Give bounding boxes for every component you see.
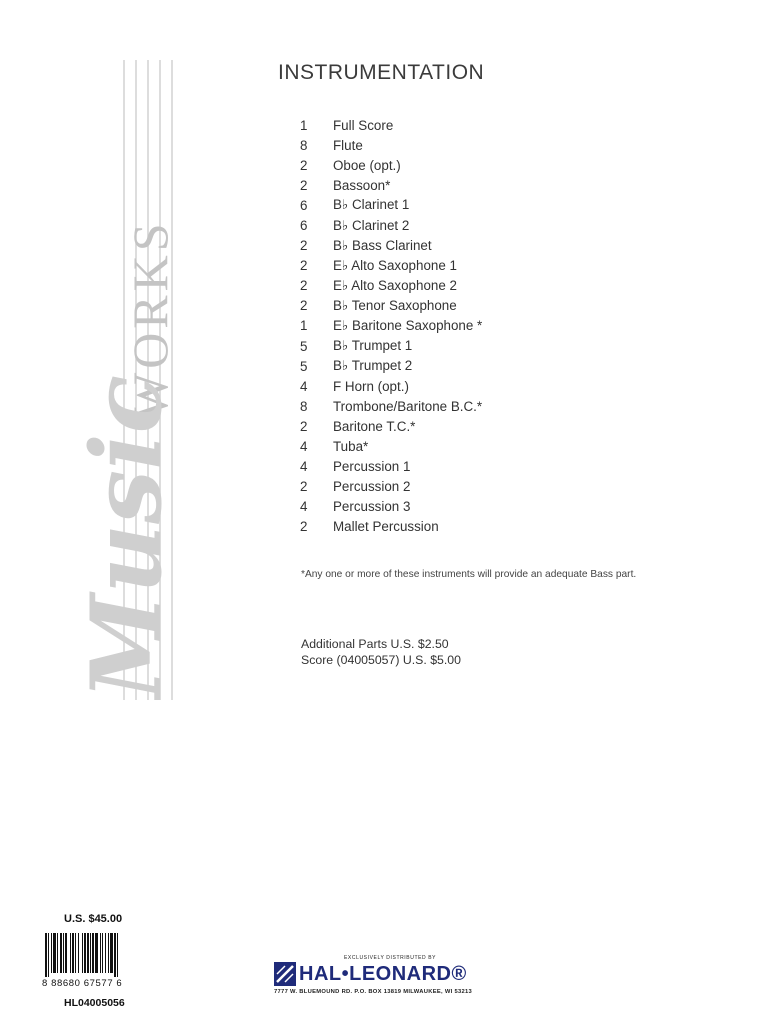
barcode-bar [114,933,116,977]
instrument-quantity: 5 [300,358,308,374]
barcode-bar [92,933,94,973]
instrument-row [300,497,660,517]
barcode-bar [65,933,67,973]
instrument-row [300,336,660,356]
instrument-name: B♭ Trumpet 2 [333,358,413,374]
instrument-list [300,115,660,537]
barcode-bar [105,933,106,973]
instrument-row [300,396,660,416]
bass-part-note: *Any one or more of these instruments will provide an adequate Bass part. [301,569,637,580]
instrument-quantity: 6 [300,218,308,234]
instrument-name: Mallet Percussion [333,519,439,535]
barcode-bar [57,933,58,973]
instrument-quantity: 8 [300,398,308,414]
barcode-bar [84,933,86,973]
svg-text:Music: Music [70,374,183,700]
instrument-name: Percussion 2 [333,479,411,495]
barcode-bar [87,933,89,973]
instrument-quantity: 2 [300,258,308,274]
catalog-number: HL04005056 [64,997,125,1009]
instrument-name: B♭ Clarinet 2 [333,217,410,233]
hal-leonard-mark-icon [274,962,296,986]
instrument-row [300,316,660,336]
instrument-name: Full Score [333,117,394,133]
instrument-quantity: 2 [300,177,308,193]
barcode-bar [102,933,103,973]
barcode-bar [75,933,76,973]
page-title: INSTRUMENTATION [278,61,485,84]
barcode-bar [82,933,83,973]
barcode-bar [63,933,64,973]
instrument-quantity: 2 [300,519,308,535]
instrument-row [300,215,660,235]
barcode-bar [90,933,91,973]
barcode-bar [95,933,98,973]
instrument-row [300,437,660,457]
instrument-row [300,236,660,256]
instrument-row [300,517,660,537]
instrument-quantity: 8 [300,137,308,153]
barcode-bar [78,933,79,973]
instrument-quantity: 6 [300,197,308,213]
hal-leonard-logo [274,961,467,987]
instrument-name: Trombone/Baritone B.C.* [333,398,483,414]
barcode-bar [110,933,113,973]
instrument-quantity: 2 [300,418,308,434]
instrument-name: Bassoon* [333,177,391,193]
barcode-bar [60,933,62,973]
musicworks-logo [40,60,200,700]
price-info [301,637,461,668]
score-price: Score (04005057) U.S. $5.00 [301,652,461,667]
distributor-line: EXCLUSIVELY DISTRIBUTED BY [344,955,437,961]
retail-price: U.S. $45.00 [64,913,123,925]
instrument-name: Percussion 1 [333,459,411,475]
instrument-row [300,256,660,276]
barcode-bar [53,933,56,973]
svg-text:WORKS: WORKS [122,219,178,420]
instrument-row [300,155,660,175]
instrument-name: E♭ Alto Saxophone 1 [333,257,457,273]
barcode-bar [70,933,71,973]
instrument-row [300,296,660,316]
instrument-name: Oboe (opt.) [333,157,401,173]
instrument-quantity: 4 [300,439,308,455]
instrument-row [300,416,660,436]
barcode-bar [117,933,118,977]
additional-parts-price: Additional Parts U.S. $2.50 [301,637,449,651]
instrument-name: E♭ Baritone Saxophone * [333,317,483,333]
instrument-quantity: 4 [300,459,308,475]
instrument-quantity: 1 [300,318,308,334]
instrument-quantity: 2 [300,479,308,495]
instrument-name: B♭ Clarinet 1 [333,197,410,213]
instrument-row [300,276,660,296]
instrument-name: B♭ Trumpet 1 [333,338,413,354]
instrument-quantity: 1 [300,117,308,133]
instrument-row [300,477,660,497]
barcode-bar [100,933,101,973]
instrument-row [300,356,660,376]
instrument-name: Percussion 3 [333,499,411,515]
instrument-quantity: 4 [300,378,308,394]
instrument-row [300,457,660,477]
instrument-quantity: 2 [300,157,308,173]
instrument-name: Tuba* [333,439,369,455]
barcode-bar [72,933,74,973]
instrument-name: F Horn (opt.) [333,378,409,394]
instrument-row [300,175,660,195]
instrument-quantity: 2 [300,238,308,254]
instrument-name: B♭ Bass Clarinet [333,237,432,253]
instrument-name: Baritone T.C.* [333,418,416,434]
instrument-quantity: 4 [300,499,308,515]
barcode-number: 8 88680 67577 6 [42,978,123,989]
barcode-bar [51,933,52,973]
instrument-name: B♭ Tenor Saxophone [333,297,457,313]
instrument-quantity: 2 [300,298,308,314]
instrument-quantity: 5 [300,338,308,354]
barcode-bar [45,933,47,977]
instrument-row [300,195,660,215]
instrument-row [300,376,660,396]
publisher-name: HAL•LEONARD® [299,962,467,985]
instrument-row [300,135,660,155]
instrument-row [300,115,660,135]
barcode-bar [108,933,109,973]
instrument-quantity: 2 [300,278,308,294]
instrument-name: E♭ Alto Saxophone 2 [333,277,457,293]
publisher-address: 7777 W. BLUEMOUND RD. P.O. BOX 13819 MILWAUKEE, WI 53213 [274,989,473,995]
instrument-name: Flute [333,137,363,153]
barcode-bar [48,933,49,977]
